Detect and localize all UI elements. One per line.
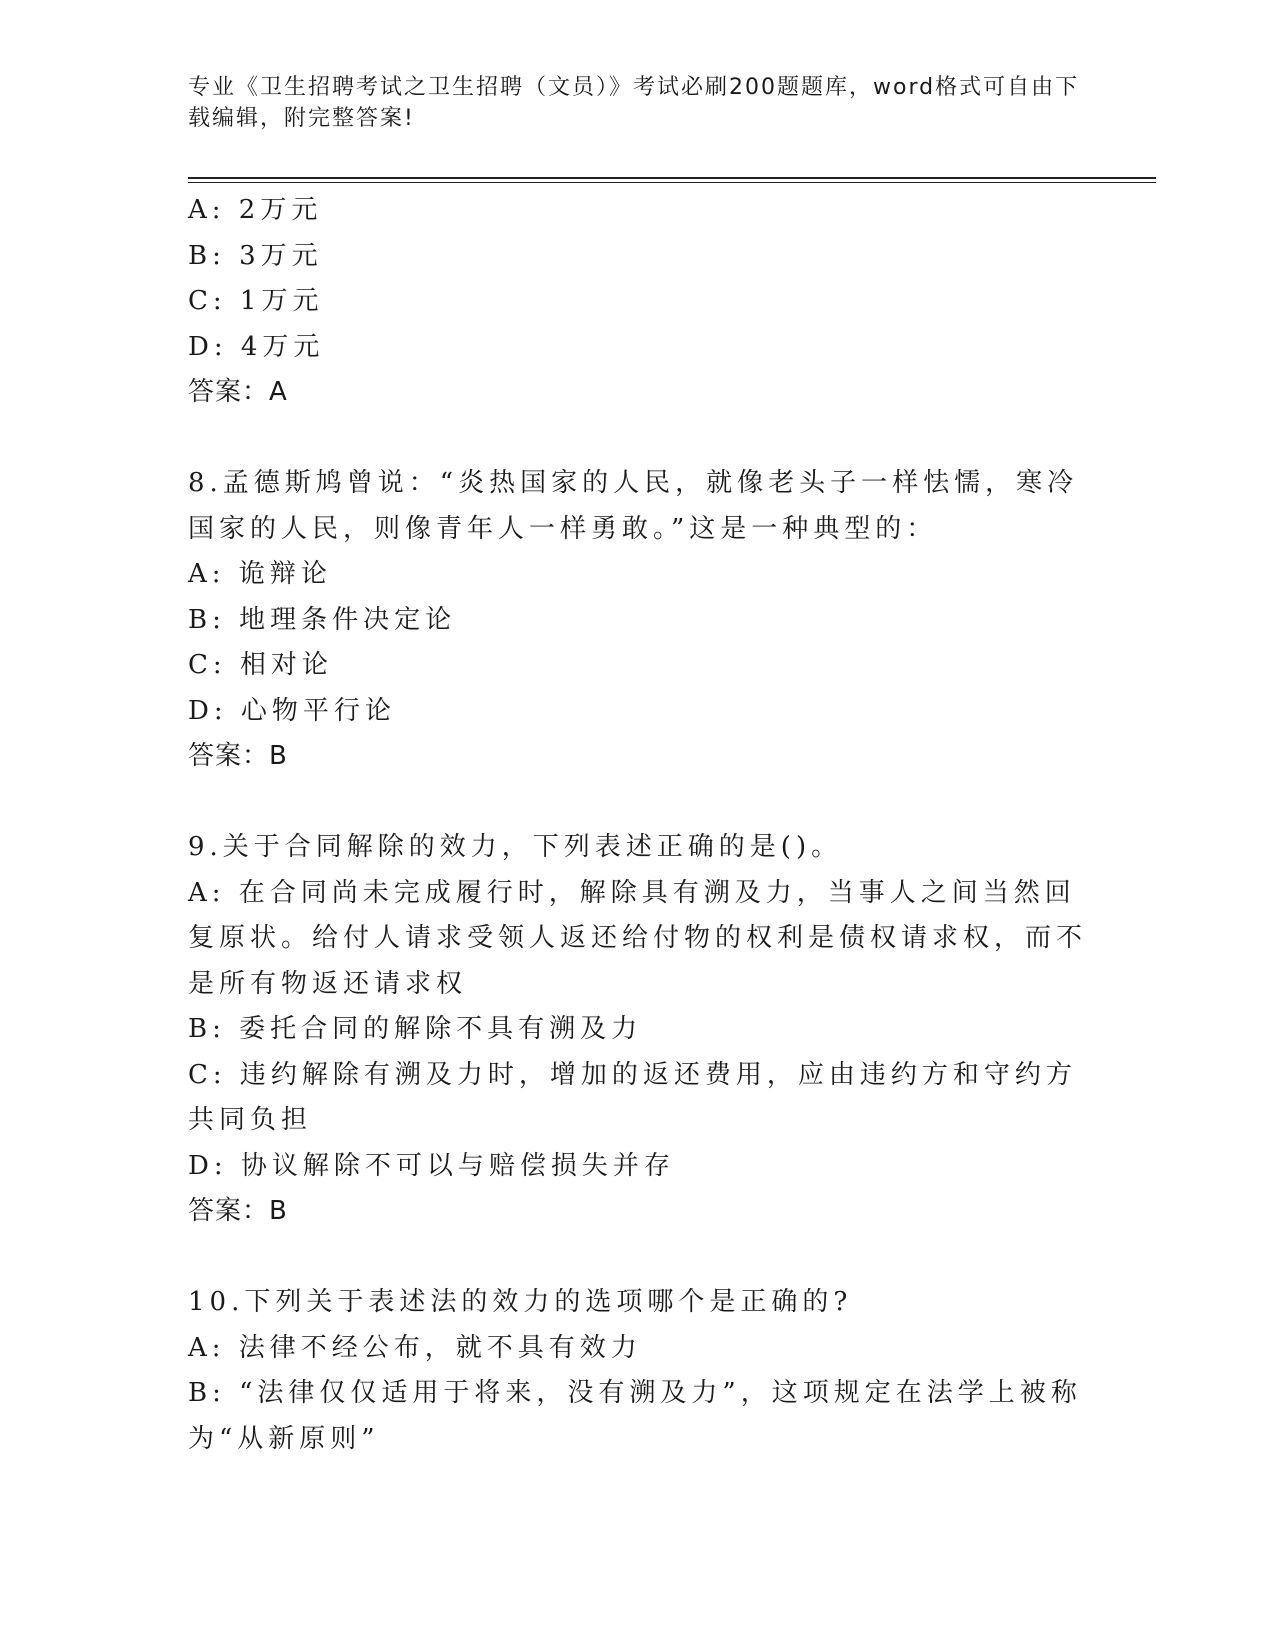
option-a: A: 法律不经公布，就不具有效力 <box>188 1332 642 1363</box>
document-header: 专业《卫生招聘考试之卫生招聘（文员）》考试必刷200题题库，word格式可自由下载编辑，附完整答案! <box>188 75 1080 131</box>
option-a: A: 2万元 <box>188 195 323 225</box>
question-10 <box>188 1280 1088 1462</box>
option-d: D: 心物平行论 <box>188 695 396 726</box>
option-d: D: 4万元 <box>188 331 325 362</box>
option-b: B: 3万元 <box>188 240 323 271</box>
spacer <box>188 416 1088 462</box>
question-9 <box>188 825 1088 1235</box>
option-c: C: 1万元 <box>188 286 324 316</box>
question-text: 9.关于合同解除的效力，下列表述正确的是()。 <box>188 832 843 862</box>
answer: 答案：B <box>188 1196 288 1226</box>
option-d: D: 协议解除不可以与赔偿损失并存 <box>188 1150 675 1181</box>
answer: 答案：B <box>188 741 288 771</box>
question-text: 8.孟德斯鸠曾说：“炎热国家的人民，就像老头子一样怯懦，寒冷国家的人民，则像青年人一样勇敢。”这是一种典型的： <box>188 468 1079 544</box>
question-text: 10.下列关于表述法的效力的选项哪个是正确的? <box>188 1287 853 1317</box>
spacer <box>188 780 1088 826</box>
option-b: B: “法律仅仅适用于将来，没有溯及力”，这项规定在法学上被称为“从新原则” <box>188 1378 1082 1454</box>
option-b: B: 委托合同的解除不具有溯及力 <box>188 1014 643 1044</box>
option-a: A: 在合同尚未完成履行时，解除具有溯及力，当事人之间当然回复原状。给付人请求受领人返还给付物的权利是债权请求权，而不是所有物返还请求权 <box>188 877 1088 999</box>
header-rule-thick <box>188 177 1156 179</box>
option-b: B: 地理条件决定论 <box>188 604 457 635</box>
answer: 答案：A <box>188 377 288 407</box>
continued-question <box>188 188 1088 416</box>
option-c: C: 相对论 <box>188 650 333 680</box>
document-body <box>188 188 1088 1462</box>
question-8 <box>188 461 1088 780</box>
spacer <box>188 1235 1088 1281</box>
option-a: A: 诡辩论 <box>188 559 332 589</box>
header-rule-thin <box>188 182 1156 183</box>
option-c: C: 违约解除有溯及力时，增加的返还费用，应由违约方和守约方共同负担 <box>188 1059 1077 1135</box>
